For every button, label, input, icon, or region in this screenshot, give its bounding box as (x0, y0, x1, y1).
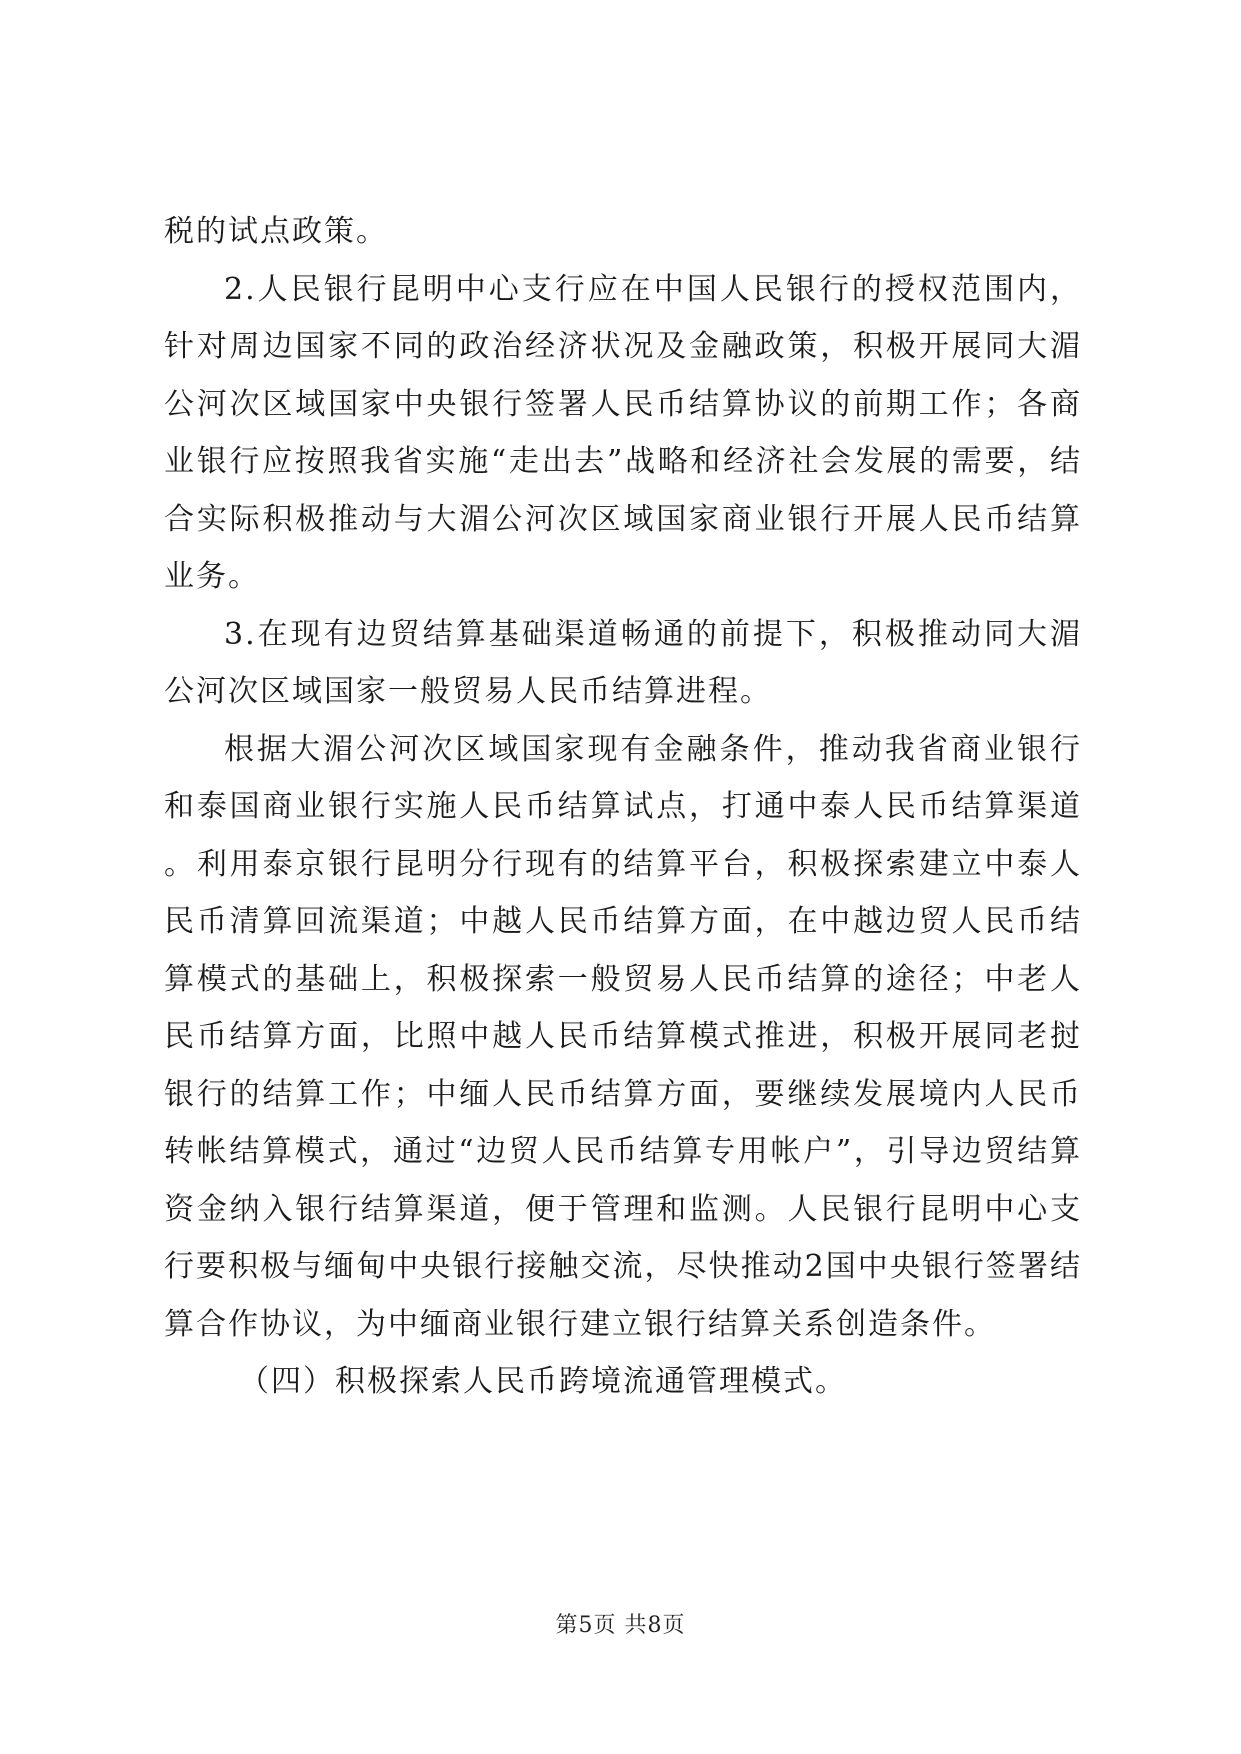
document-body (164, 203, 1082, 1411)
paragraph-continuation: 税的试点政策。 (164, 214, 388, 249)
paragraph-body: 根据大湄公河次区域国家现有金融条件，推动我省商业银行和泰国商业银行实施人民币结算试点，打通中泰人民币结算渠道。利用泰京银行昆明分行现有的结算平台，积极探索建立中泰人民币清算回流渠道；中越人民币结算方面，在中越边贸人民币结算模式的基础上，积极探索一般贸易人民币结算的途径；中老人民币结算方面，比照中越人民币结算模式推进，积极开展同老挝银行的结算工作；中缅人民币结算方面，要继续发展境内人民币转帐结算模式，通过“边贸人民币结算专用帐户”，引导边贸结算资金纳入银行结算渠道，便于管理和监测。人民银行昆明中心支行要积极与缅甸中央银行接触交流，尽快推动2国中央银行签署结算合作协议，为中缅商业银行建立银行结算关系创造条件。 (164, 731, 1082, 1342)
paragraph-item-2: 2.人民银行昆明中心支行应在中国人民银行的授权范围内，针对周边国家不同的政治经济状况及金融政策，积极开展同大湄公河次区域国家中央银行签署人民币结算协议的前期工作；各商业银行应按照我省实施“走出去”战略和经济社会发展的需要，结合实际积极推动与大湄公河次区域国家商业银行开展人民币结算业务。 (164, 271, 1082, 594)
section-heading-4: （四）积极探索人民币跨境流通管理模式。 (239, 1364, 847, 1399)
paragraph-item-3: 3.在现有边贸结算基础渠道畅通的前提下，积极推动同大湄公河次区域国家一般贸易人民币结算进程。 (164, 616, 1082, 709)
page-number-footer: 第5页 共8页 (555, 1613, 686, 1638)
